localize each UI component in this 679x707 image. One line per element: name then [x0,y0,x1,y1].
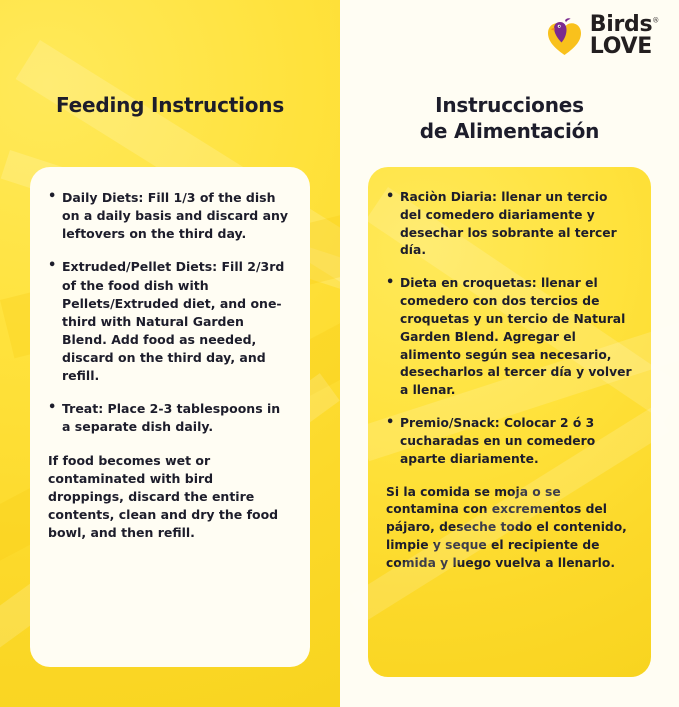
bird-heart-logo-icon [546,16,583,56]
page-title-spanish-line1: Instrucciones [435,93,584,117]
page-title-english: Feeding Instructions [55,93,285,117]
page-title-spanish-line2: de Alimentación [419,118,600,143]
list-item: • Raciòn Diaria: llenar un tercio del comedero diariamente y desechar los sobrante al tercer día. [386,189,633,260]
list-item: • Premio/Snack: Colocar 2 ó 3 cucharadas en un comedero aparte diariamente. [386,415,633,468]
list-item: • Dieta en croquetas: llenar el comedero con dos tercios de croquetas y un tercio de Natural Garden Blend. Agregar el alimento según sea necesario, desecharlos al tercer día y volver a llenar. [386,275,633,400]
list-item: • Extruded/Pellet Diets: Fill 2/3rd of the food dish with Pellets/Extruded diet, and one-third with Natural Garden Blend. Add food as needed, discard on the third day, and refill. [48,258,290,385]
spanish-content-card [368,167,651,677]
brand-name-line1: Birds [589,12,653,37]
registered-mark: ® [652,16,659,25]
spanish-panel [340,0,679,707]
brand-wordmark [590,14,659,58]
list-item: • Daily Diets: Fill 1/3 of the dish on a daily basis and discard any leftovers on the third day. [48,189,290,243]
spanish-instruction-list [386,189,633,469]
spanish-note: Si la comida se moja o se contamina con excrementos del pájaro, deseche todo el contenido, limpie y seque el recipiente de comida y luego vuelva a llenarlo. [386,484,627,570]
english-instruction-list [48,189,290,437]
brand-logo [546,14,659,58]
page-title-spanish [340,93,679,144]
english-note: If food becomes wet or contaminated with bird droppings, discard the entire contents, clean and dry the food bowl, and then refill. [48,452,279,540]
english-content-card [30,167,310,667]
brand-name-line2: LOVE [589,34,652,59]
list-item: • Treat: Place 2-3 tablespoons in a separate dish daily. [48,400,290,436]
